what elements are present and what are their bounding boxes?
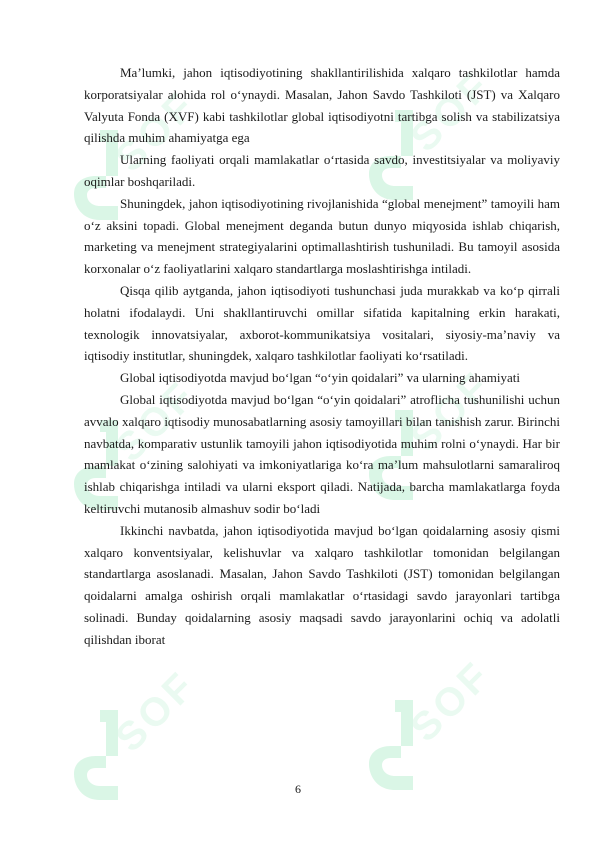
paragraph: Qisqa qilib aytganda, jahon iqtisodiyoti tushunchasi juda murakkab va ko‘p qirrali holatni ifodalaydi. Uni shakllantiruvchi omillar sifatida kapitalning erkin harakati, texnologik innovatsiyalar, axborot-kommunikatsiya vositalari, siyosiy-ma’naviy va iqtisodiy institutlar, shuningdek, xalqaro tashkilotlar faoliyati ko‘rsatiladi.: [84, 282, 560, 364]
section-heading: Global iqtisodiyotda mavjud bo‘lgan “o‘yin qoidalari” va ularning ahamiyati: [120, 370, 521, 386]
page-number: 6: [295, 782, 301, 796]
paragraph: Ikkinchi navbatda, jahon iqtisodiyotida mavjud bo‘lgan qoidalarning asosiy qismi xalqaro konventsiyalar, kelishuvlar va xalqaro tashkilotlar tomonidan belgilangan standartlarga asoslanadi. Masalan, Jahon Savdo Tashkiloti (JST) tomonidan belgilangan qoidalarni amalga oshirish orqali mamlakatlar o‘rtasidagi savdo jarayonlari tartibga solinadi. Bunday qoidalarning asosiy maqsadi savdo jarayonlarini ochiq va adolatli qilishdan iborat: [84, 522, 560, 647]
paragraph: Shuningdek, jahon iqtisodiyotining rivojlanishida “global menejment” tamoyili ham o‘z aksini topadi. Global menejment deganda butun dunyo miqyosida ishlab chiqarish, marketing va menejment strategiyalarini optimallashtirish tushuniladi. Bu tamoyil asosida korxonalar o‘z faoliyatlarini xalqaro standartlarga moslashtirishga intiladi.: [84, 195, 560, 277]
watermark-mark: [369, 653, 500, 790]
paragraph: Ma’lumki, jahon iqtisodiyotining shakllantirilishida xalqaro tashkilotlar hamda korporatsiyalar alohida rol o‘ynaydi. Masalan, Jahon Savdo Tashkiloti (JST) va Xalqaro Valyuta Fonda (XVF) kabi tashkilotlar global iqtisodiyotni tartibga solish va stabilizatsiya qilishda muhim ahamiyatga ega: [84, 65, 560, 146]
paragraph: Ularning faoliyati orqali mamlakatlar o‘rtasida savdo, investitsiyalar va moliyaviy oqimlar boshqariladi.: [84, 152, 560, 189]
document-body: [84, 62, 560, 651]
watermark-mark: [74, 663, 205, 800]
paragraph: Global iqtisodiyotda mavjud bo‘lgan “o‘yin qoidalari” atroflicha tushunilishi uchun avvalo xalqaro iqtisodiy munosabatlarning asosiy tamoyillari bilan tanishish zarur. Birinchi navbatda, komparativ ustunlik tamoyili jahon iqtisodiyotida muhim rolni o‘ynaydi. Har bir mamlakat o‘zining salohiyati va imkoniyatlariga ko‘ra ma’lum mahsulotlarni samaraliroq ishlab chiqarishga intiladi va ularni eksport qiladi. Natijada, barcha mamlakatlarga foyda keltiruvchi mutanosib almashuv sodir bo‘ladi: [84, 391, 560, 516]
